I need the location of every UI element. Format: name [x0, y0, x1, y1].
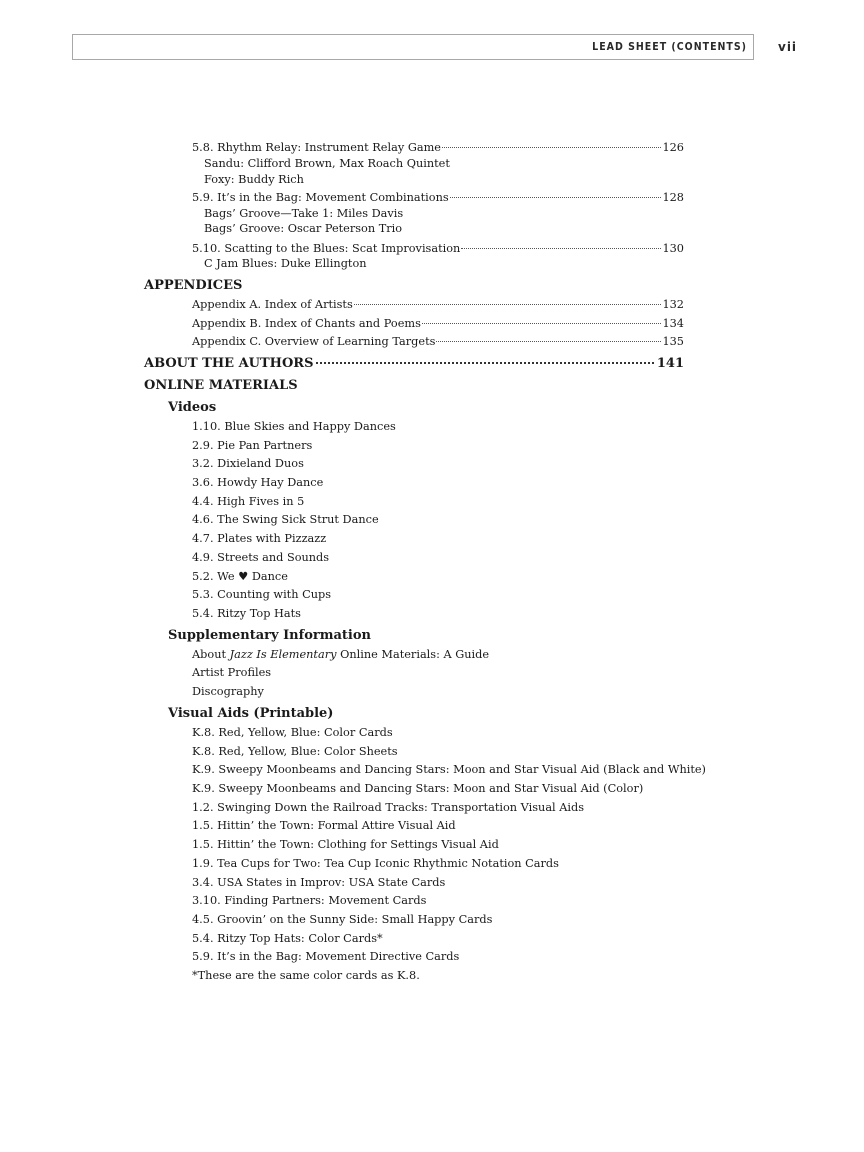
appendix-entry[interactable] [192, 298, 684, 312]
visual-aid-item: 1.2. Swinging Down the Railroad Tracks: Transportation Visual Aids [192, 801, 585, 814]
guide-book-title: Jazz Is Elementary [229, 648, 337, 661]
visual-aid-item: 1.9. Tea Cups for Two: Tea Cup Iconic Rhythmic Notation Cards [192, 857, 559, 870]
page-number: vii [778, 40, 798, 54]
supplementary-item: Discography [192, 685, 264, 698]
video-item: 3.2. Dixieland Duos [192, 457, 304, 470]
visual-aid-item: K.9. Sweepy Moonbeams and Dancing Stars: Moon and Star Visual Aid (Color) [192, 782, 644, 795]
video-item-text-suffix: Dance [251, 570, 288, 583]
toc-entry-page: 130 [662, 242, 684, 255]
visual-aid-item: 3.10. Finding Partners: Movement Cards [192, 894, 427, 907]
appendix-title: Appendix A. Index of Artists [192, 298, 353, 311]
toc-entry-title: 5.8. Rhythm Relay: Instrument Relay Game [192, 141, 441, 154]
about-authors-page: 141 [656, 356, 684, 371]
dot-leader [316, 362, 653, 364]
toc-sub-entry: Foxy: Buddy Rich [204, 173, 304, 186]
appendix-page: 134 [662, 317, 684, 330]
appendix-entry[interactable] [192, 335, 684, 349]
toc-entry-title: 5.9. It’s in the Bag: Movement Combinations [192, 191, 449, 204]
footnote: *These are the same color cards as K.8. [192, 969, 420, 982]
video-item: 2.9. Pie Pan Partners [192, 439, 313, 452]
video-item-text: 5.2. We [192, 570, 235, 583]
visual-aid-item: 4.5. Groovin’ on the Sunny Side: Small Happy Cards [192, 913, 493, 926]
toc-sub-entry: Bags’ Groove—Take 1: Miles Davis [204, 207, 404, 220]
video-item: 1.10. Blue Skies and Happy Dances [192, 420, 396, 433]
toc-entry[interactable] [192, 191, 684, 205]
toc-entry-page: 128 [662, 191, 684, 204]
about-authors-entry[interactable] [144, 356, 684, 371]
about-authors-title: ABOUT THE AUTHORS [144, 356, 314, 371]
visual-aid-item: 1.5. Hittin’ the Town: Formal Attire Visual Aid [192, 819, 456, 832]
toc-entry[interactable] [192, 141, 684, 155]
toc-entry-title: 5.10. Scatting to the Blues: Scat Improvisation [192, 242, 461, 255]
visual-aid-item: K.8. Red, Yellow, Blue: Color Sheets [192, 745, 398, 758]
video-item: 4.4. High Fives in 5 [192, 495, 305, 508]
toc-sub-entry: Bags’ Groove: Oscar Peterson Trio [204, 222, 403, 235]
heart-icon: ♥ [238, 570, 249, 583]
video-item: 4.6. The Swing Sick Strut Dance [192, 513, 379, 526]
video-item: 4.7. Plates with Pizzazz [192, 532, 327, 545]
supplementary-item: Artist Profiles [192, 666, 272, 679]
visual-aid-item: 1.5. Hittin’ the Town: Clothing for Settings Visual Aid [192, 838, 499, 851]
toc-entry-page: 126 [662, 141, 684, 154]
visual-aid-item: 3.4. USA States in Improv: USA State Cards [192, 876, 446, 889]
visual-aids-heading: Visual Aids (Printable) [168, 706, 334, 721]
supplementary-heading: Supplementary Information [168, 628, 371, 643]
appendices-heading: APPENDICES [144, 278, 243, 293]
supplementary-item [192, 648, 489, 661]
appendix-title: Appendix B. Index of Chants and Poems [192, 317, 421, 330]
running-header-title: LEAD SHEET (CONTENTS) [592, 41, 747, 53]
visual-aid-item: K.9. Sweepy Moonbeams and Dancing Stars: Moon and Star Visual Aid (Black and White) [192, 763, 706, 776]
video-item: 5.3. Counting with Cups [192, 588, 332, 601]
dot-leader [450, 197, 662, 198]
appendix-title: Appendix C. Overview of Learning Targets [192, 335, 436, 348]
dot-leader [442, 147, 661, 148]
videos-heading: Videos [168, 400, 217, 415]
visual-aid-item: 5.4. Ritzy Top Hats: Color Cards* [192, 932, 383, 945]
visual-aid-item: K.8. Red, Yellow, Blue: Color Cards [192, 726, 393, 739]
running-header [72, 34, 754, 60]
video-item [192, 570, 288, 583]
guide-prefix: About [192, 648, 227, 661]
toc-sub-entry: C Jam Blues: Duke Ellington [204, 257, 367, 270]
video-item: 3.6. Howdy Hay Dance [192, 476, 324, 489]
dot-leader [461, 248, 661, 249]
dot-leader [436, 341, 661, 342]
video-item: 5.4. Ritzy Top Hats [192, 607, 301, 620]
dot-leader [354, 304, 662, 305]
toc-entry[interactable] [192, 242, 684, 256]
appendix-entry[interactable] [192, 317, 684, 331]
video-item: 4.9. Streets and Sounds [192, 551, 330, 564]
toc-sub-entry: Sandu: Clifford Brown, Max Roach Quintet [204, 157, 450, 170]
appendix-page: 132 [662, 298, 684, 311]
dot-leader [422, 323, 662, 324]
online-materials-heading: ONLINE MATERIALS [144, 378, 298, 393]
visual-aid-item: 5.9. It’s in the Bag: Movement Directive Cards [192, 950, 460, 963]
appendix-page: 135 [662, 335, 684, 348]
guide-suffix: Online Materials: A Guide [340, 648, 490, 661]
